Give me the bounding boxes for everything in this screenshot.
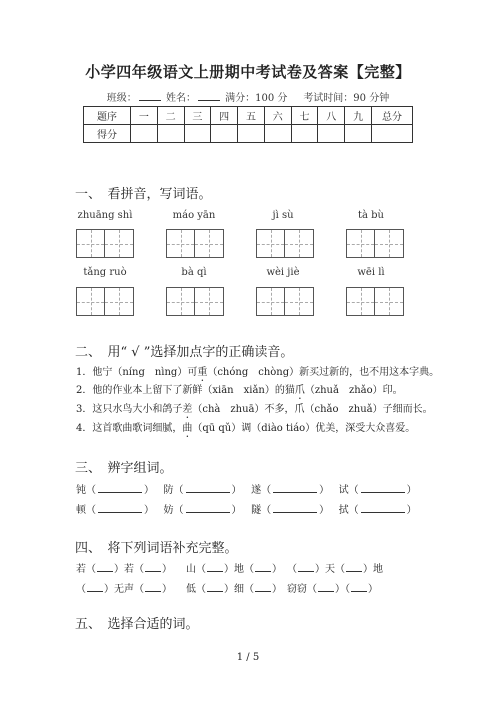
- pinyin-label: máo yān: [172, 210, 216, 221]
- writing-grid[interactable]: [346, 287, 404, 316]
- reading-text: 3．这只水鸟大小和鸽子: [76, 404, 183, 415]
- pinyin-label: bà qì: [181, 267, 207, 278]
- char-pair-row: 钝（ ） 防（ ） 遂（ ） 试（ ）: [76, 485, 417, 496]
- char: 遂: [251, 485, 262, 496]
- answer-blank[interactable]: [361, 483, 405, 493]
- pinyin-label: tǎng ruò: [83, 267, 127, 278]
- score-cell[interactable]: [372, 125, 413, 143]
- answer-blank[interactable]: [298, 562, 314, 572]
- answer-blank[interactable]: [145, 582, 161, 592]
- idiom-item: 山（ ）地（ ）: [186, 564, 282, 575]
- class-label: 班级：: [106, 93, 137, 104]
- answer-blank[interactable]: [145, 562, 161, 572]
- answer-blank[interactable]: [207, 582, 223, 592]
- header-cell: 一: [131, 107, 158, 125]
- reading-text: （qū qǔ）调（diào tiáo）优美，深受大众喜爱。: [192, 423, 416, 434]
- reading-item: [76, 419, 415, 434]
- pinyin-label: zhuāng shì: [77, 210, 133, 221]
- section-4-heading: 四、 将下列词语补充完整。: [75, 541, 238, 556]
- answer-blank[interactable]: [351, 582, 367, 592]
- score-table-header-row: [84, 107, 413, 125]
- answer-blank[interactable]: [318, 582, 334, 592]
- char-pair-row: 顿（ ） 妨（ ） 隧（ ） 拭（ ）: [76, 505, 417, 516]
- char: 防: [163, 485, 174, 496]
- section-3-heading: 三、 辨字组词。: [75, 461, 173, 476]
- answer-blank[interactable]: [98, 503, 142, 513]
- char: 顿: [76, 505, 86, 516]
- score-cell[interactable]: [184, 125, 211, 143]
- idiom-item: （ ）无声（ ）: [76, 584, 172, 595]
- answer-blank[interactable]: [273, 483, 317, 493]
- page-number: 1 / 5: [236, 652, 260, 663]
- answer-blank[interactable]: [98, 483, 142, 493]
- score-cell[interactable]: [157, 125, 184, 143]
- class-blank[interactable]: [139, 92, 161, 101]
- header-cell: 六: [264, 107, 291, 125]
- header-cell: 九: [345, 107, 372, 125]
- reading-text: 2．他的作业本上留下了新鲜（xiān xiǎn）的猫: [76, 385, 295, 396]
- answer-blank[interactable]: [255, 582, 271, 592]
- section-5-heading: 五、 选择合适的词。: [75, 617, 199, 632]
- char: 试: [338, 485, 349, 496]
- answer-blank[interactable]: [255, 562, 271, 572]
- reading-text: （chóng chòng）新买过新的，也不用这本字典。: [207, 367, 440, 378]
- idiom-item: 若（ ）若（ ）: [76, 564, 172, 575]
- writing-grid[interactable]: [166, 229, 224, 258]
- char: 拭: [338, 505, 349, 516]
- answer-blank[interactable]: [186, 503, 230, 513]
- header-cell: 总分: [372, 107, 413, 125]
- dotted-char: 差: [182, 404, 193, 415]
- answer-blank[interactable]: [346, 562, 362, 572]
- answer-blank[interactable]: [273, 503, 317, 513]
- reading-text: （chà zhuā）不多，爪（chǎo zhuǎ）子细而长。: [192, 404, 433, 415]
- char: 妨: [163, 505, 174, 516]
- section-1-heading: 一、 看拼音，写词语。: [75, 187, 212, 202]
- header-cell: 二: [157, 107, 184, 125]
- header-cell: 题序: [84, 107, 131, 125]
- answer-blank[interactable]: [361, 503, 405, 513]
- char: 钝: [76, 485, 86, 496]
- writing-grid[interactable]: [76, 287, 134, 316]
- exam-info-line: [0, 89, 496, 104]
- section-2-heading: 二、 用“ √ ”选择加点字的正确读音。: [75, 345, 294, 360]
- score-table-score-row: [84, 125, 413, 143]
- score-label-cell: 得分: [84, 125, 131, 143]
- score-cell[interactable]: [211, 125, 238, 143]
- pinyin-label: tà bù: [357, 210, 384, 221]
- idiom-item: 低（ ）细（ ）: [186, 584, 282, 595]
- score-cell[interactable]: [238, 125, 265, 143]
- score-table: [83, 106, 413, 143]
- reading-item: [76, 400, 433, 415]
- score-cell[interactable]: [291, 125, 318, 143]
- header-cell: 七: [291, 107, 318, 125]
- writing-grid[interactable]: [76, 229, 134, 258]
- header-cell: 五: [238, 107, 265, 125]
- score-cell[interactable]: [264, 125, 291, 143]
- score-cell[interactable]: [131, 125, 158, 143]
- idiom-item: 窃窃（ ）（ ）: [287, 584, 378, 595]
- writing-grid[interactable]: [256, 287, 314, 316]
- header-cell: 八: [318, 107, 345, 125]
- writing-grid[interactable]: [256, 229, 314, 258]
- score-cell[interactable]: [345, 125, 372, 143]
- name-blank[interactable]: [198, 92, 220, 101]
- answer-blank[interactable]: [186, 483, 230, 493]
- answer-blank[interactable]: [97, 562, 113, 572]
- reading-text: （zhuǎ zhǎo）印。: [304, 385, 403, 396]
- pinyin-label: jì sù: [272, 210, 294, 221]
- pinyin-label: wēi lì: [357, 267, 385, 278]
- char: 隧: [251, 505, 262, 516]
- reading-item: [76, 363, 439, 378]
- header-cell: 三: [184, 107, 211, 125]
- pinyin-label: wèi jiè: [266, 267, 300, 278]
- full-score: 满分：100 分: [225, 93, 288, 104]
- writing-grid[interactable]: [346, 229, 404, 258]
- score-cell[interactable]: [318, 125, 345, 143]
- answer-blank[interactable]: [207, 562, 223, 572]
- writing-grid[interactable]: [166, 287, 224, 316]
- dotted-char: 重: [197, 367, 208, 378]
- exam-time: 考试时间：90 分钟: [303, 93, 390, 104]
- dotted-char: 曲: [182, 423, 193, 434]
- answer-blank[interactable]: [87, 582, 103, 592]
- header-cell: 四: [211, 107, 238, 125]
- dotted-char: 爪: [294, 385, 305, 396]
- reading-text: 4．这首歌曲歌词细腻，: [76, 423, 183, 434]
- idiom-item: （ ）天（ ）地: [287, 564, 383, 575]
- page-title: 小学四年级语文上册期中考试卷及答案【完整】: [85, 63, 411, 81]
- reading-item: [76, 381, 403, 396]
- name-label: 姓名：: [165, 93, 196, 104]
- reading-text: 1．他宁（níng nìng）可: [76, 367, 198, 378]
